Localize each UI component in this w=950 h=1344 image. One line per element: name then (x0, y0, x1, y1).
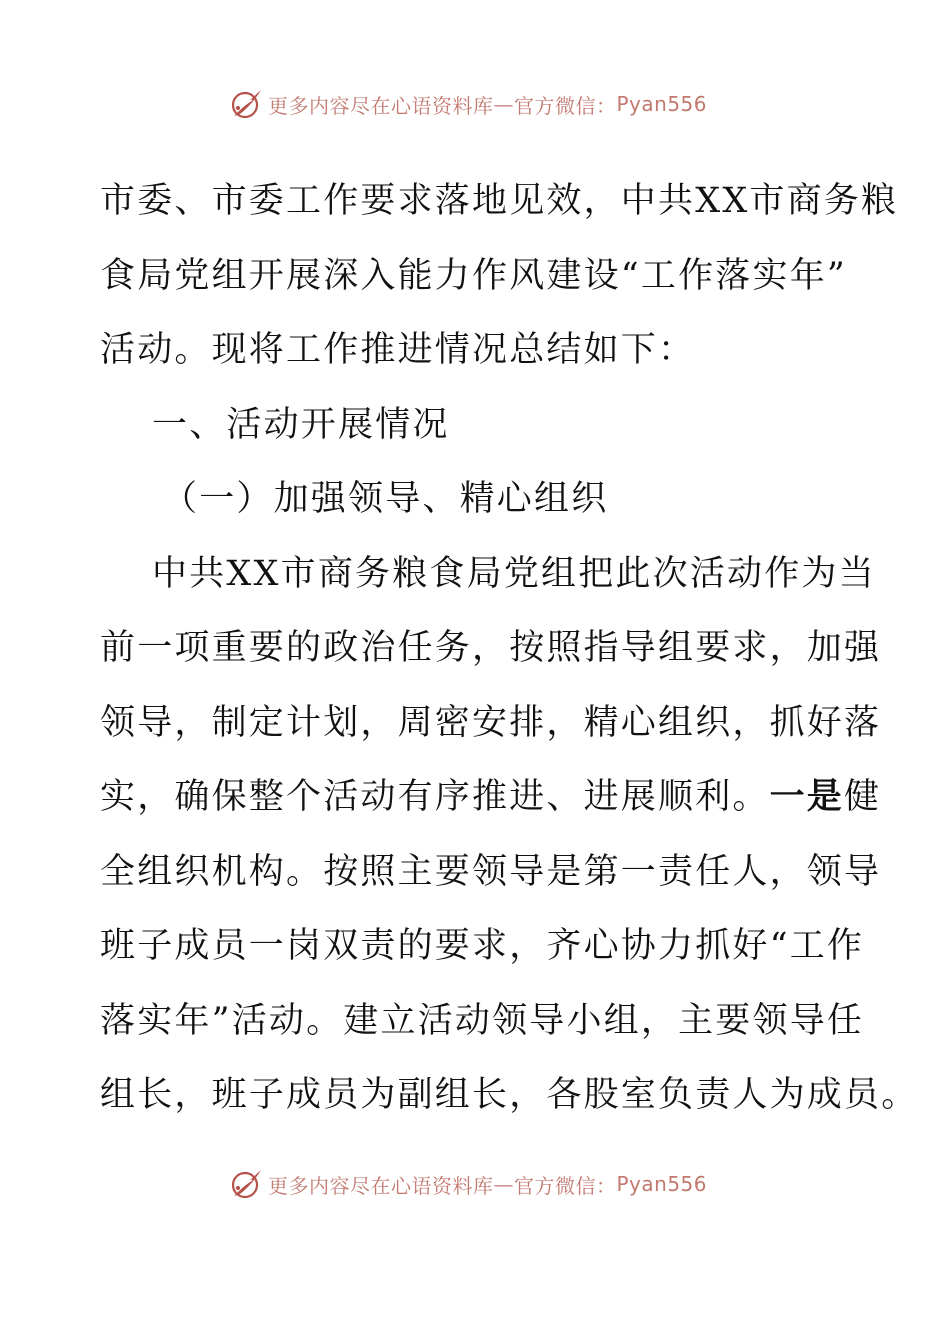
text-line: 市委、市委工作要求落地见效，中共XX市商务粮 (100, 181, 899, 221)
intro-paragraph (100, 164, 899, 388)
text-line: 落实年”活动。建立活动领导小组，主要领导任 (100, 1000, 865, 1041)
heading-level-2: （一）加强领导、精心组织 (162, 479, 609, 519)
body-paragraph (100, 537, 919, 1133)
text-line: 班子成员一岗双责的要求，齐心协力抓好“工作 (100, 926, 865, 966)
text-line: 领导，制定计划，周密安排，精心组织，抓好落 (100, 702, 882, 743)
subsection-heading (100, 462, 860, 537)
document-body (100, 164, 919, 1133)
text-line: 食局党组开展深入能力作风建设“工作落实年” (100, 255, 847, 296)
text-segment: 实，确保整个活动有序推进、进展顺利。 (100, 777, 770, 817)
watermark-wechat-label: 官方微信： (514, 1173, 617, 1198)
text-line: 活动。现将工作推进情况总结如下： (100, 330, 696, 370)
text-line-mixed (100, 760, 882, 835)
text-line: 组长，班子成员为副组长，各股室负责人为成员。 (100, 1075, 919, 1115)
watermark-wechat-id: Pyan556 (616, 92, 708, 116)
text-line: 中共XX市商务粮食局党组把此次活动作为当 (152, 553, 876, 594)
watermark-text: 更多内容尽在心语资料库 (268, 93, 494, 118)
text-segment: 健 (844, 777, 882, 817)
watermark-wechat-id: Pyan556 (616, 1172, 708, 1196)
watermark-separator: — (493, 92, 514, 116)
quill-logo-icon (228, 1166, 264, 1202)
watermark-text: 更多内容尽在心语资料库 (268, 1173, 494, 1198)
watermark-wechat-label: 官方微信： (514, 93, 617, 118)
quill-logo-icon (228, 86, 264, 122)
watermark-separator: — (493, 1172, 514, 1196)
text-line: 前一项重要的政治任务，按照指导组要求，加强 (100, 628, 882, 668)
emphasis-text: 一是 (769, 776, 845, 817)
watermark-banner-bottom (228, 1164, 707, 1204)
watermark-banner-top (228, 84, 707, 124)
heading-level-1: 一、活动开展情况 (152, 404, 450, 445)
section-heading (100, 388, 860, 463)
text-line: 全组织机构。按照主要领导是第一责任人，领导 (100, 851, 882, 892)
